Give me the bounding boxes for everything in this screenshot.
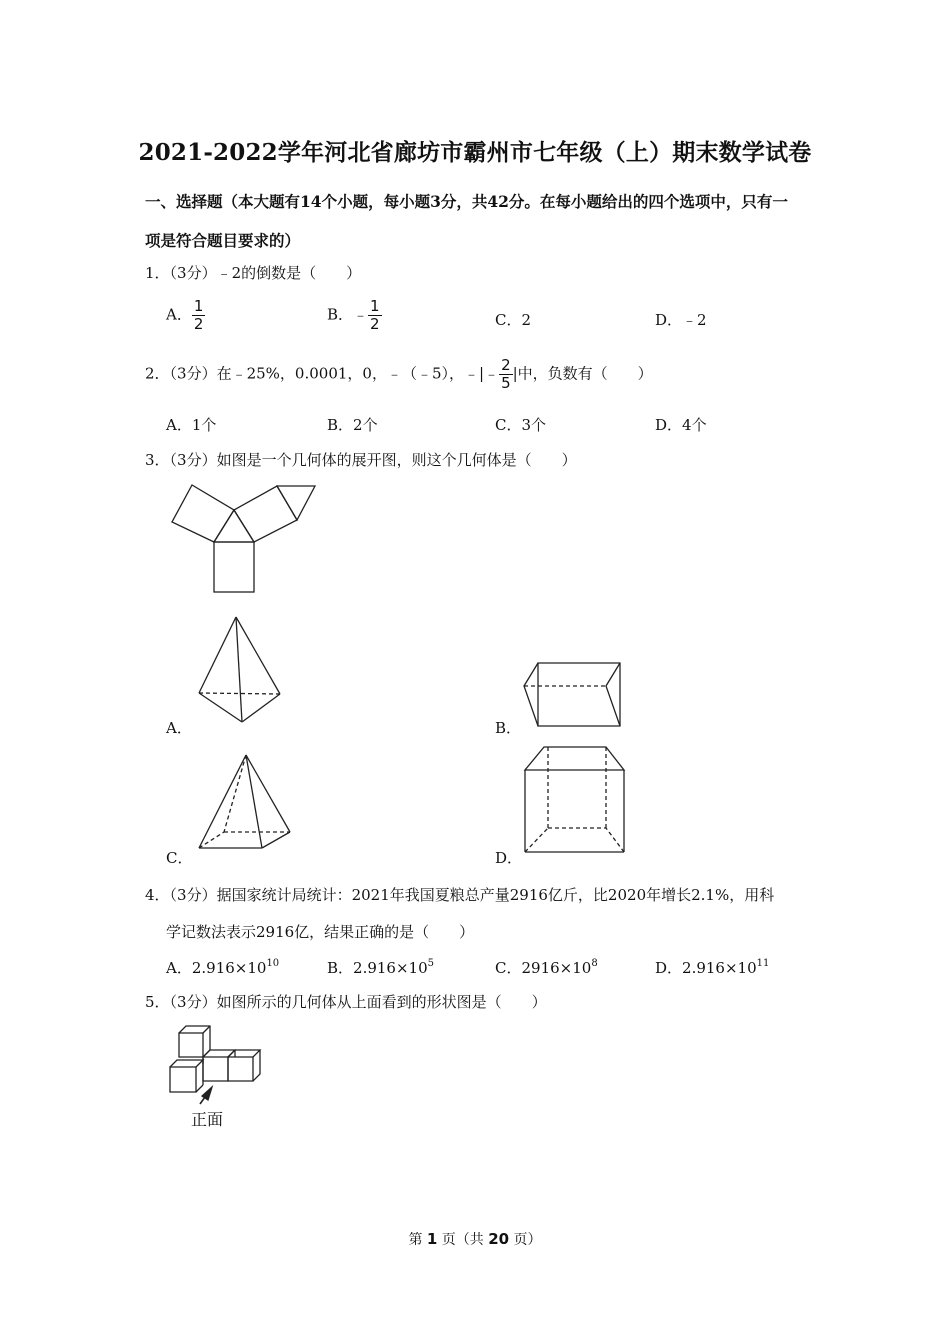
footer-post: 页） — [509, 1232, 542, 1248]
q3-option-d-label: D． — [495, 849, 523, 867]
page-footer — [0, 1229, 950, 1249]
q2-option-c: C．3个 — [495, 416, 547, 434]
q1-option-a — [166, 298, 205, 333]
footer-pre: 第 — [408, 1232, 427, 1248]
q4-c-exponent: 8 — [591, 958, 598, 969]
q4-b-base: B．2.916×10 — [327, 959, 428, 977]
q1-b-fraction — [368, 298, 382, 333]
footer-mid: 页（共 — [437, 1232, 489, 1248]
section-heading-line2: 项是符合题目要求的） — [145, 231, 301, 250]
q2-stem-pre: 2．（3分）在﹣25%，0.0001，0，﹣（﹣5），﹣|﹣ — [145, 364, 500, 383]
q3-option-b-label: B． — [495, 719, 522, 737]
q4-b-exponent: 5 — [427, 958, 434, 969]
q2-denominator: 5 — [501, 374, 511, 392]
net-bottom-rectangle — [214, 542, 254, 592]
q1-a-denominator: 2 — [193, 315, 204, 333]
q1-a-fraction — [192, 298, 206, 333]
q4-d-exponent: 11 — [756, 958, 770, 969]
q1-b-label: B．﹣ — [327, 305, 369, 324]
q1-option-c: C．2 — [495, 311, 532, 329]
q2-numerator: 2 — [501, 356, 511, 374]
q3-net-figure — [165, 478, 325, 598]
q4-option-d — [655, 957, 769, 978]
q4-option-c — [495, 957, 598, 978]
q4-option-b — [327, 957, 434, 978]
q3-option-c-figure — [195, 752, 295, 852]
q1-b-numerator: 1 — [370, 297, 380, 315]
q3-option-d-figure — [520, 744, 630, 856]
q2-fraction — [499, 357, 513, 392]
q2-option-a: A．1个 — [166, 416, 217, 434]
q2-stem — [145, 357, 653, 392]
q3-stem: 3．（3分）如图是一个几何体的展开图，则这个几何体是（ ） — [145, 451, 577, 469]
q4-d-base: D．2.916×10 — [655, 959, 757, 977]
footer-page-number: 1 — [426, 1230, 438, 1248]
net-left-rectangle — [172, 485, 234, 542]
q2-option-b: B．2个 — [327, 416, 378, 434]
q4-a-exponent: 10 — [266, 958, 280, 969]
q4-stem-line1: 4．（3分）据国家统计局统计：2021年我国夏粮总产量2916亿斤，比2020年增长2.1%，用科 — [145, 886, 775, 904]
q5-stem: 5．（3分）如图所示的几何体从上面看到的形状图是（ ） — [145, 993, 547, 1011]
q1-a-label: A． — [166, 305, 192, 324]
q1-stem: 1．（3分）﹣2的倒数是（ ） — [145, 264, 362, 282]
q1-option-b — [327, 298, 382, 333]
net-right-triangle — [277, 486, 315, 520]
q3-option-b-figure — [520, 660, 625, 730]
q3-option-a-label: A． — [166, 719, 192, 737]
q5-front-label: 正面 — [191, 1110, 224, 1129]
q4-a-base: A．2.916×10 — [166, 959, 267, 977]
q1-option-d: D．﹣2 — [655, 311, 707, 329]
q4-option-a — [166, 957, 279, 978]
footer-total-pages: 20 — [488, 1230, 510, 1248]
q3-option-c-label: C． — [166, 849, 193, 867]
q3-option-a-figure — [195, 614, 285, 726]
q4-stem-line2: 学记数法表示2916亿，结果正确的是（ ） — [166, 923, 475, 941]
q1-b-denominator: 2 — [370, 315, 380, 333]
net-center-triangle — [214, 510, 254, 542]
q2-stem-post: |中，负数有（ ） — [512, 364, 653, 383]
page-title: 2021-2022学年河北省廊坊市霸州市七年级（上）期末数学试卷 — [138, 139, 812, 166]
section-heading-line1: 一、选择题（本大题有14个小题，每小题3分，共42分。在每小题给出的四个选项中，只有一 — [145, 192, 788, 211]
net-right-rectangle — [234, 486, 297, 542]
q4-c-base: C．2916×10 — [495, 959, 592, 977]
q2-option-d: D．4个 — [655, 416, 707, 434]
q1-a-numerator: 1 — [193, 297, 204, 315]
